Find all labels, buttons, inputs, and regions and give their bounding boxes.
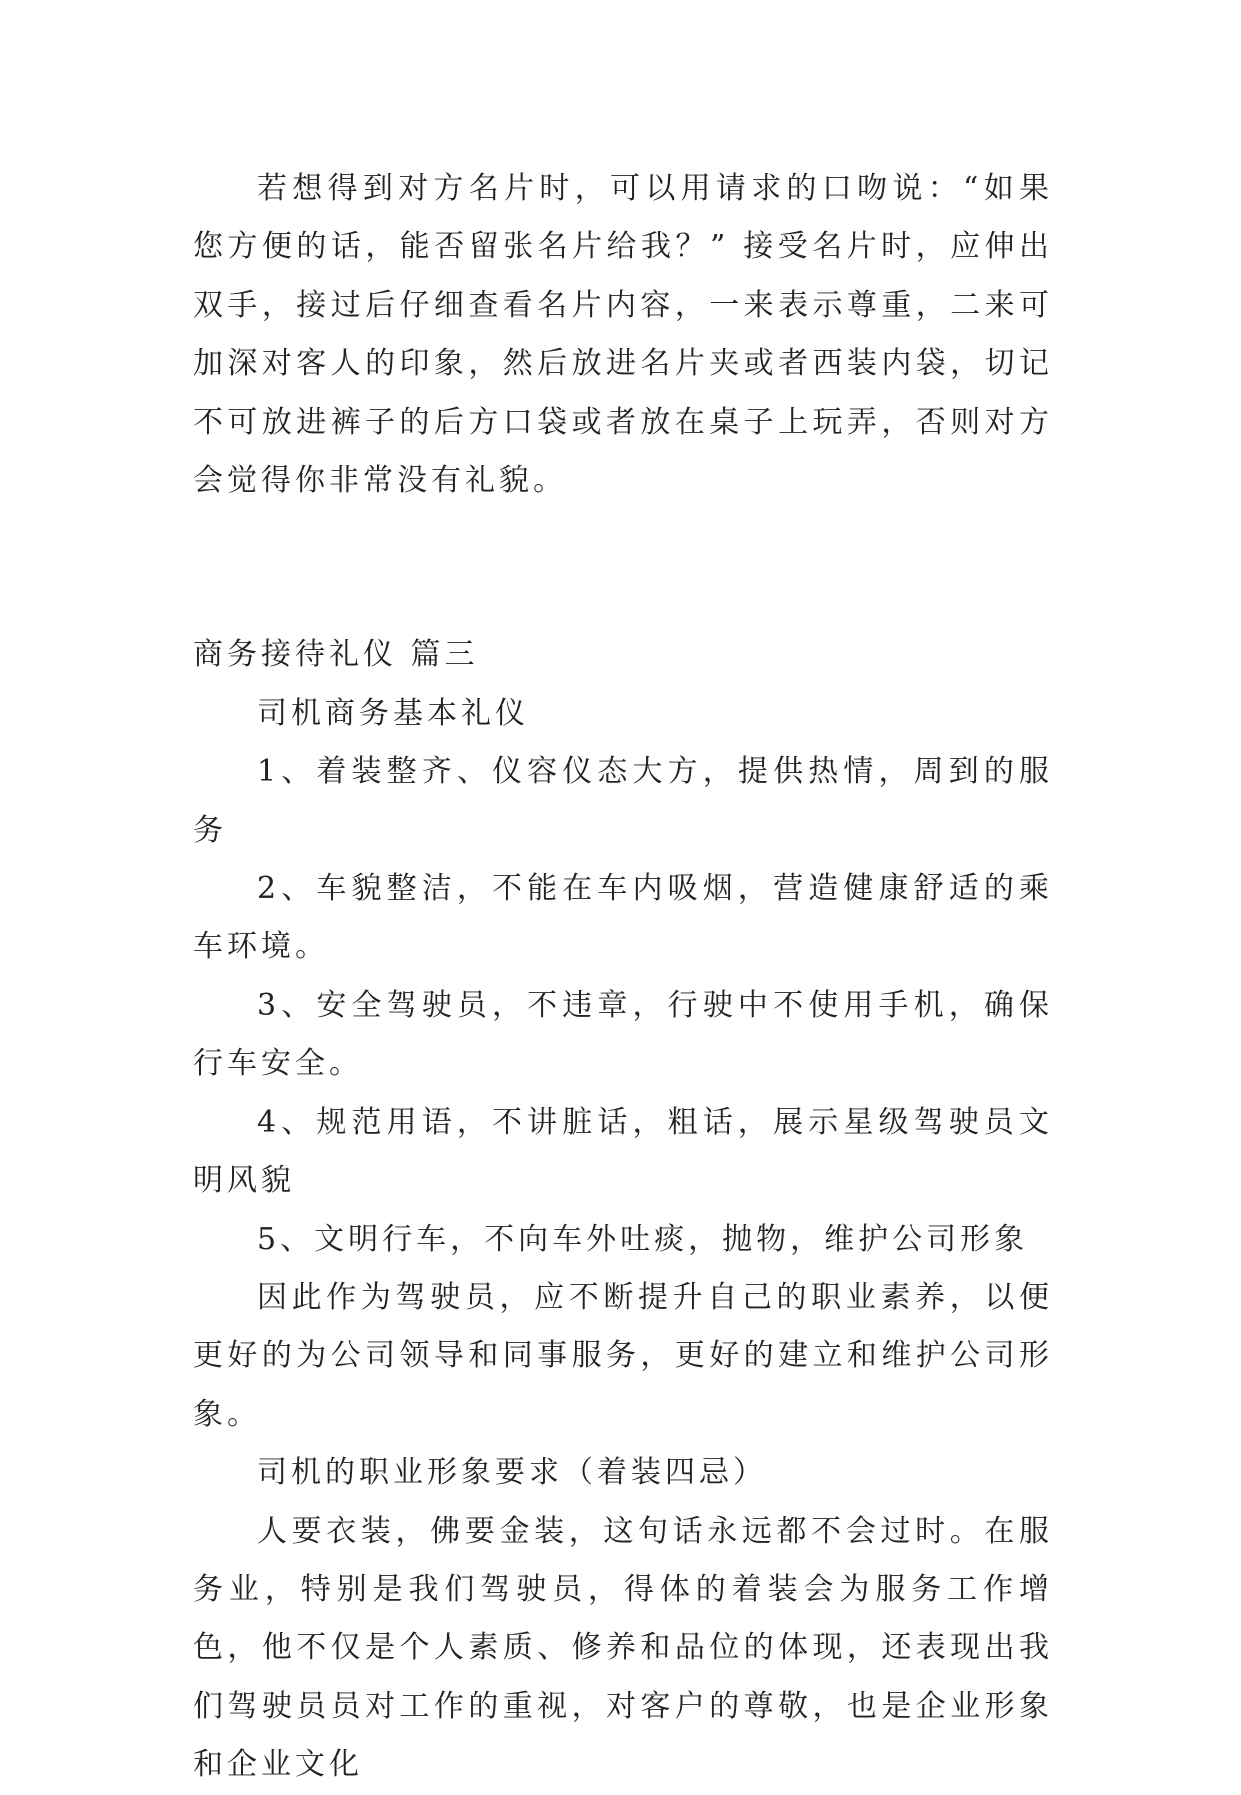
subtitle-driver-etiquette: 司机商务基本礼仪	[257, 695, 529, 731]
subtitle-professional-image: 司机的职业形象要求（着装四忌）	[257, 1455, 767, 1491]
list-item-5: 5、文明行车，不向车外吐痰，抛物，维护公司形象	[257, 1221, 1029, 1257]
section-title: 商务接待礼仪 篇三	[193, 637, 479, 673]
list-item-2: 2、车貌整洁，不能在车内吸烟，营造健康舒适的乘车环境。	[193, 871, 1053, 965]
list-item-4: 4、规范用语，不讲脏话，粗话，展示星级驾驶员文明风貌	[193, 1104, 1053, 1199]
paragraph-business-card: 若想得到对方名片时，可以用请求的口吻说：“如果您方便的话，能否留张名片给我？” 接受名片时，应伸出双手，接过后仔细查看名片内容，一来表示尊重，二来可加深对客人的印象，然后放进名片夹或者西装内袋，切记不可放进裤子的后方口袋或者放在桌子上玩弄，否则对方会觉得你非常没有礼貌。	[193, 171, 1053, 499]
paragraph-dress-code: 人要衣装，佛要金装，这句话永远都不会过时。在服务业，特别是我们驾驶员，得体的着装会为服务工作增色，他不仅是个人素质、修养和品位的体现，还表现出我们驾驶员员对工作的重视，对客户的尊敬，也是企业形象和企业文化	[193, 1513, 1053, 1783]
list-item-3: 3、安全驾驶员，不违章，行驶中不使用手机，确保行车安全。	[193, 987, 1053, 1082]
paragraph-conclusion: 因此作为驾驶员，应不断提升自己的职业素养，以便更好的为公司领导和同事服务，更好的建立和维护公司形象。	[193, 1279, 1053, 1432]
section-gap	[193, 510, 1053, 626]
document-body	[193, 160, 1053, 1795]
list-item-1: 1、着装整齐、仪容仪态大方，提供热情，周到的服务	[193, 754, 1053, 848]
